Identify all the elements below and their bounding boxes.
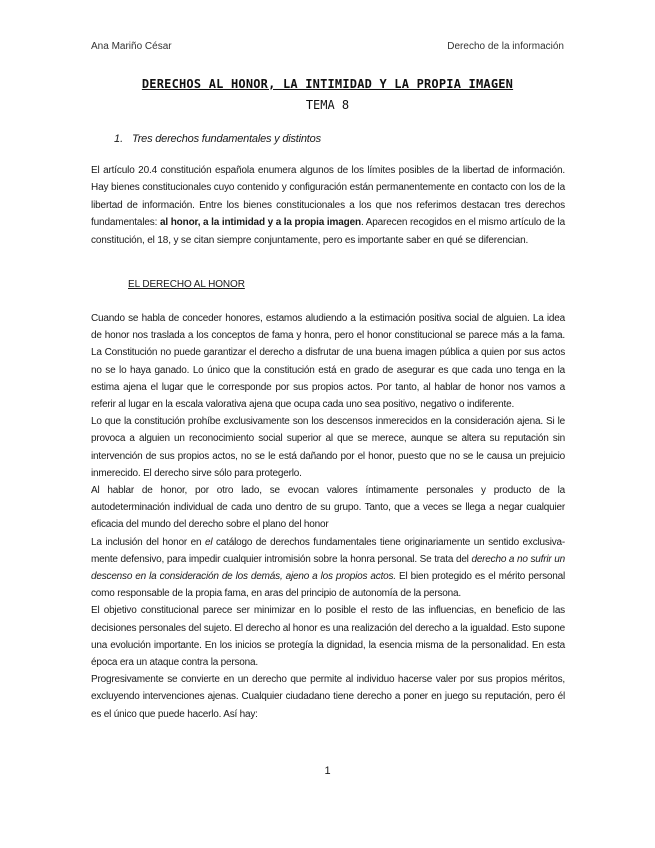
intro-text-before: El artículo 20.4 constitución española enumera algunos de los límites posibles de la libertad de información. Hay bienes constitucionales cuyo contenido y configuración están permanentemente en contacto con los de la libertad de información. Entre los bienes constitucionales a los que nos referimos destacan tres derechos fundamentales: [91,165,565,229]
paragraph-2: Lo que la constitución prohíbe exclusivamente son los descensos inmerecidos en la consideración ajena. Si le provoca a alguien un reconocimiento social superior al que se merece, aunque se altera su reputación sin intervención de sus propios actos, no se le está dañando por el honor, puesto que no se le causa un prejuicio inmerecido. El derecho sirve sólo para protegerlo. [91,416,565,479]
intro-paragraph [91,162,565,249]
document-subtitle: TEMA 8 [305,98,350,112]
section-number: 1. [114,133,124,145]
page-number: 1 [324,765,331,777]
paragraph-4-italic-a: el [204,536,213,548]
paragraph-5: El objetivo constitucional parece ser minimizar en lo posible el resto de las influencias, en beneficio de las decisiones personales del sujeto. El derecho al honor es una realización del derecho a la igualdad. Esto supone una evolución importante. En los inicios se protegía la dignidad, la esencia misma de la personalidad. En esta época era un ataque contra la persona. [91,605,565,669]
header-author: Ana Mariño César [91,41,172,52]
paragraph-4 [91,534,565,603]
paragraph-4-part-c: El bien protegido es el mérito personal como responsable de la propia fama, en aras del principio de autonomía de la persona. [91,571,566,600]
paragraph-4-part-a: La inclusión del honor en [91,536,205,548]
intro-bold-text: al honor, a la intimidad y a la propia imagen [159,217,361,229]
paragraph-1: Cuando se habla de conceder honores, estamos aludiendo a la estimación positiva social de alguien. La idea de honor nos traslada a los conceptos de fama y honra, pero el honor constitucional se parece más a la fama. La Constitución no puede garantizar el derecho a disfrutar de una buena imagen pública a quien por sus actos no se lo haya ganado. Lo único que la constitución está en grado de asegurar es que cada uno tenga en la estima ajena el lugar que le corresponde por sus propios actos. Por tanto, al hablar de honor nos vamos a referir al lugar en la escala valorativa ajena que ocupa cada uno sea positivo, negativo o indiferente. [91,313,565,411]
body-text [91,310,565,723]
subheading-derecho-honor: EL DERECHO AL HONOR [128,279,245,290]
header-subject: Derecho de la información [447,41,564,52]
paragraph-6: Progresivamente se convierte en un derecho que permite al individuo hacerse valer por sus propios méritos, excluyendo intervenciones ajenas. Cualquier ciudadano tiene derecho a poner en juego su reputación, pero él es el único que puede hacerlo. Así hay: [91,674,565,720]
paragraph-4-part-b: catálogo de derechos fundamentales tiene originariamente un sentido exclusiva- mente defensivo, para impedir cualquier intromisión sobre la honra personal. Se trata del [91,536,566,565]
section-title: Tres derechos fundamentales y distintos [132,133,321,145]
intro-text-after: . Aparecen recogidos en el mismo artículo de la constitución, el 18, y se citan siempre conjuntamente, pero es importante saber en qué se diferencian. [91,217,565,246]
paragraph-4-italic-b: derecho a no sufrir un descenso en la consideración de los demás, ajeno a los propios actos. [91,553,565,583]
document-title: DERECHOS AL HONOR, LA INTIMIDAD Y LA PROPIA IMAGEN [141,77,514,91]
paragraph-3: Al hablar de honor, por otro lado, se evocan valores íntimamente personales y producto de la autodeterminación individual de cada uno dentro de su grupo. Tanto, que a veces se llega a negar cualquier eficacia del mundo del derecho sobre el plano del honor [91,485,565,531]
